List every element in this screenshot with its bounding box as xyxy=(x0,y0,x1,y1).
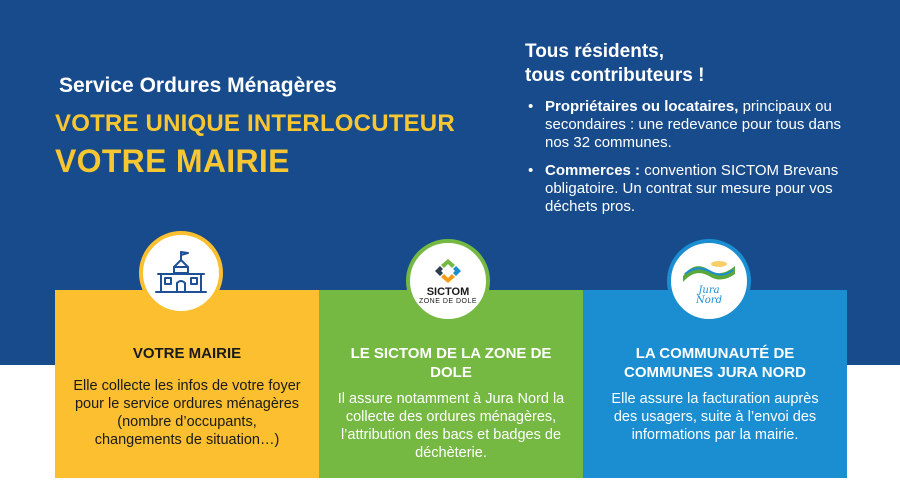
card-title: VOTRE MAIRIE xyxy=(132,345,242,362)
contributors-title-line1: Tous résidents, xyxy=(525,41,665,62)
card-text: Elle collecte les infos de votre foyer pour le service ordures ménagères (nombre d’occupants, changements de situation…) xyxy=(73,378,301,448)
jura-word: Jura xyxy=(698,285,720,296)
jura-nord-logo xyxy=(681,256,737,306)
unique-interlocutor-heading: VOTRE UNIQUE INTERLOCUTEUR xyxy=(55,110,455,137)
card-text: Elle assure la facturation auprès des usagers, suite à l’envoi des informations par la mairie. xyxy=(611,391,819,443)
contributors-list xyxy=(525,98,865,216)
contributors-title xyxy=(525,40,865,88)
jura-hills-icon xyxy=(681,256,737,286)
list-item xyxy=(525,162,865,216)
service-title: Service Ordures Ménagères xyxy=(59,74,337,97)
card-title: LE SICTOM DE LA ZONE DE DOLE xyxy=(350,345,552,381)
card-text: Il assure notamment à Jura Nord la collecte des ordures ménagères, l’attribution des bacs et badges de déchèterie. xyxy=(337,391,565,461)
headline-block xyxy=(55,74,455,180)
town-hall-icon xyxy=(154,250,208,296)
card-mairie xyxy=(55,290,319,478)
sictom-name: SICTOM xyxy=(426,285,470,298)
list-item-bold: Commerces : xyxy=(545,162,641,179)
contributors-info xyxy=(525,40,865,226)
card-title: LA COMMUNAUTÉ DE COMMUNES JURA NORD xyxy=(624,345,806,381)
list-item xyxy=(525,98,865,152)
contributors-title-line2: tous contributeurs ! xyxy=(525,65,705,86)
sictom-badge xyxy=(406,239,490,323)
sictom-subtitle: ZONE DE DOLE xyxy=(418,297,478,305)
list-item-text: convention SICTOM Brevans obligatoire. Un contrat sur mesure pour vos déchets pros. xyxy=(545,162,839,215)
nord-word: Nord xyxy=(696,295,722,306)
sictom-logo xyxy=(419,257,477,306)
bullet-icon: • xyxy=(528,98,534,115)
sictom-symbol-icon xyxy=(433,257,463,285)
votre-mairie-heading: VOTRE MAIRIE xyxy=(55,143,290,179)
list-item-bold: Propriétaires ou locataires, xyxy=(545,98,739,115)
bullet-icon: • xyxy=(528,162,534,179)
list-item-text: principaux ou secondaires : une redevance pour tous dans nos 32 communes. xyxy=(545,98,842,151)
mairie-badge xyxy=(139,231,223,315)
jura-nord-badge xyxy=(667,239,751,323)
